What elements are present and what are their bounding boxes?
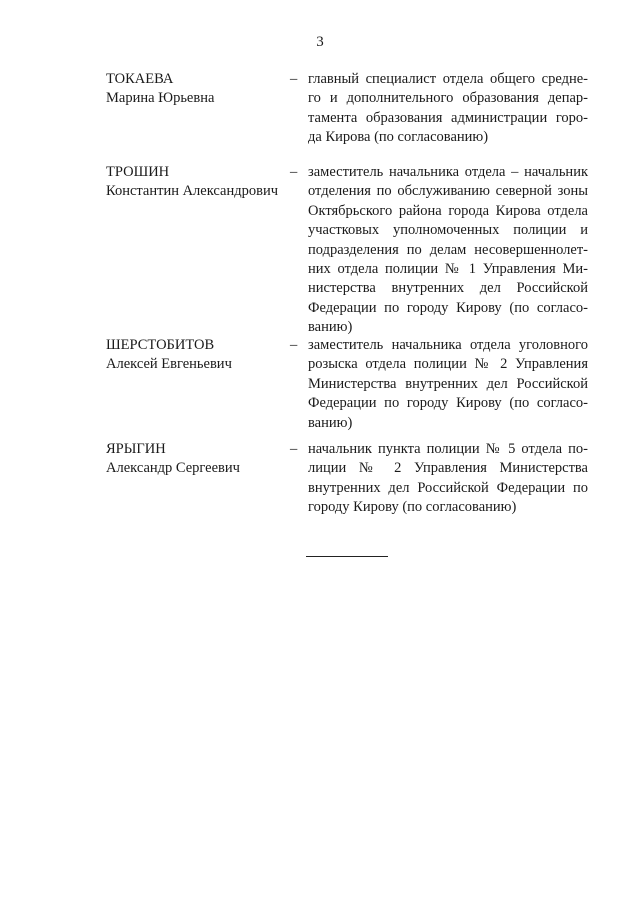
surname: ШЕРСТОБИТОВ: [106, 337, 215, 353]
position-line: лиции № 2 Управления Министерства: [308, 460, 588, 477]
separator-dash: –: [290, 441, 298, 457]
position-line: Федерации по городу Кирову (по согласо-: [308, 299, 588, 316]
separator-dash: –: [290, 337, 298, 353]
position-line: го и дополнительного образования депар-: [308, 90, 588, 107]
surname: ТОКАЕВА: [106, 71, 174, 87]
person-name: [106, 336, 286, 374]
position-line: нистерства внутренних дел Российской: [308, 280, 588, 297]
position-line: внутренних дел Российской Федерации по: [308, 479, 588, 496]
position-line: Министерства внутренних дел Российской: [308, 375, 588, 392]
given-names: Алексей Евгеньевич: [106, 356, 232, 372]
position-line: участковых уполномоченных полиции и: [308, 222, 588, 239]
position-line: ванию): [308, 414, 353, 431]
surname: ТРОШИН: [106, 164, 170, 180]
position-description: [308, 70, 588, 148]
given-names: Константин Александрович: [106, 183, 278, 199]
closing-rule: [306, 556, 388, 557]
person-name: [106, 440, 286, 478]
separator-dash: –: [290, 164, 298, 180]
position-line: заместитель начальника отдела – начальник: [308, 164, 588, 180]
position-description: [308, 440, 588, 518]
position-line: Октябрьского района города Кирова отдела: [308, 202, 588, 219]
person-name: [106, 163, 286, 201]
position-line: тамента образования администрации горо-: [308, 109, 588, 126]
position-line: да Кирова (по согласованию): [308, 129, 489, 146]
given-names: Александр Сергеевич: [106, 460, 240, 476]
given-names: Марина Юрьевна: [106, 90, 215, 106]
page-number: 3: [316, 34, 324, 50]
position-line: ванию): [308, 319, 353, 336]
person-name: [106, 70, 286, 108]
surname: ЯРЫГИН: [106, 441, 166, 457]
separator-dash: –: [290, 71, 298, 87]
position-description: [308, 163, 588, 338]
position-line: подразделения по делам несовершеннолет-: [308, 241, 588, 258]
position-line: Федерации по городу Кирову (по согласо-: [308, 395, 588, 412]
position-line: начальник пункта полиции № 5 отдела по-: [308, 441, 588, 457]
position-line: заместитель начальника отдела уголовного: [308, 337, 588, 353]
position-line: городу Кирову (по согласованию): [308, 499, 517, 516]
position-line: розыска отдела полиции № 2 Управления: [308, 356, 588, 373]
position-line: них отдела полиции № 1 Управления Ми-: [308, 261, 588, 278]
position-line: главный специалист отдела общего средне-: [308, 71, 588, 87]
position-line: отделения по обслуживанию северной зоны: [308, 183, 588, 200]
position-description: [308, 336, 588, 433]
